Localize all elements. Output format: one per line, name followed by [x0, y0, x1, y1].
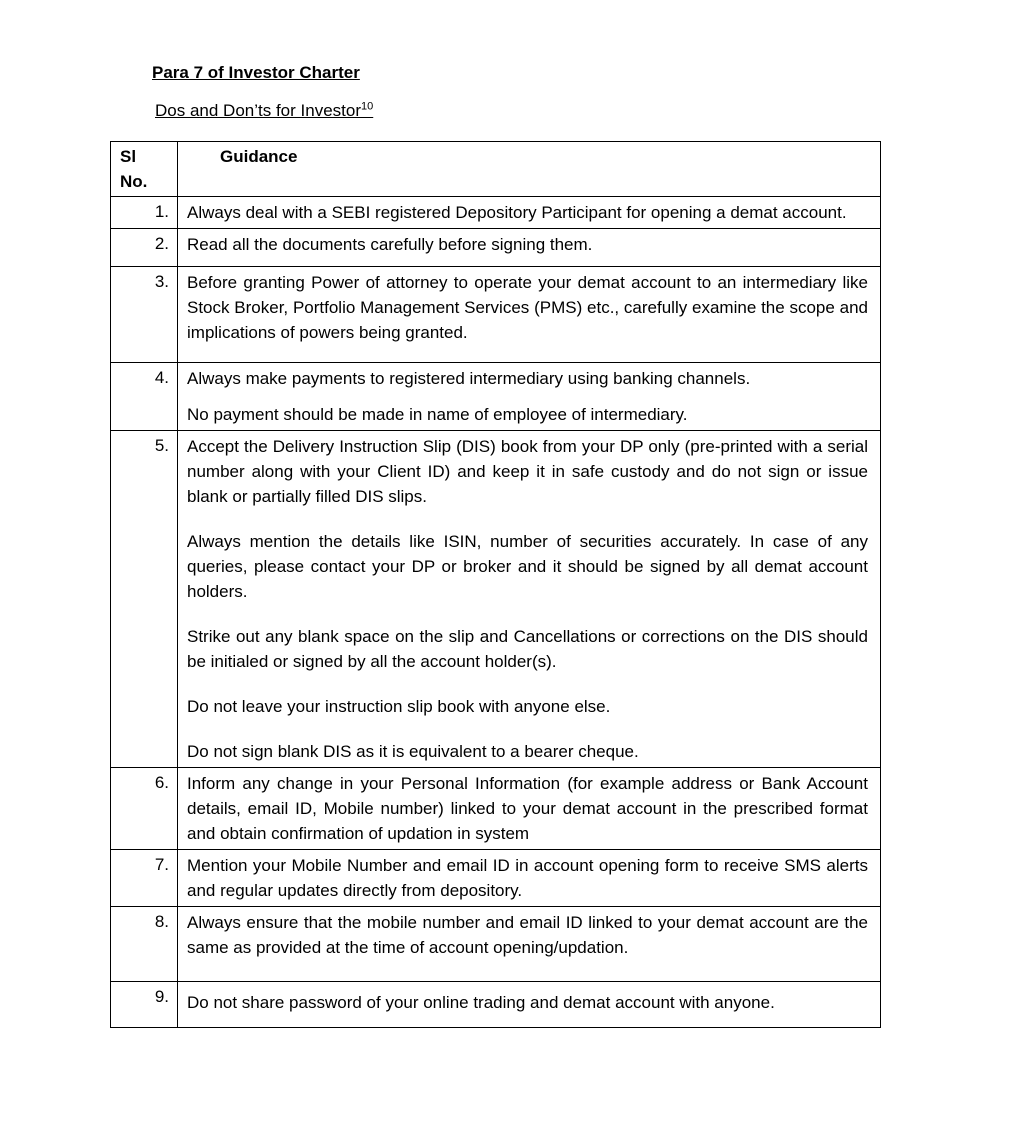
page-subtitle-text: Dos and Don’ts for Investor	[155, 101, 361, 120]
guidance-paragraph: Do not leave your instruction slip book with anyone else.	[187, 697, 611, 716]
guidance-paragraph: Before granting Power of attorney to operate your demat account to an intermediary like Stock Broker, Portfolio Management Services (PMS) etc., carefully examine the scope and implications of powers being granted.	[187, 273, 868, 342]
header-sl-no-label: Sl No.	[120, 147, 148, 191]
guidance-paragraph: Always ensure that the mobile number and email ID linked to your demat account are the same as provided at the time of account opening/updation.	[187, 913, 868, 957]
guidance-paragraph: Read all the documents carefully before signing them.	[187, 235, 593, 254]
guidance-paragraph: Always make payments to registered intermediary using banking channels.	[187, 369, 751, 388]
table-row	[111, 229, 881, 267]
guidance-cell	[178, 267, 881, 363]
guidance-cell	[178, 982, 881, 1028]
guidance-paragraph: Inform any change in your Personal Information (for example address or Bank Account details, email ID, Mobile number) linked to your demat account in the prescribed format and obtain confirmation of updation in system	[187, 774, 868, 843]
guidance-paragraph: Strike out any blank space on the slip and Cancellations or corrections on the DIS should be initialed or signed by all the account holder(s).	[187, 627, 868, 671]
guidance-cell	[178, 907, 881, 982]
guidance-paragraph: Accept the Delivery Instruction Slip (DIS) book from your DP only (pre-printed with a serial number along with your Client ID) and keep it in safe custody and do not sign or issue blank or partially filled DIS slips.	[187, 437, 868, 506]
guidance-paragraph: Mention your Mobile Number and email ID in account opening form to receive SMS alerts and regular updates directly from depository.	[187, 856, 868, 900]
row-number: 5.	[111, 431, 178, 768]
guidance-cell	[178, 363, 881, 431]
row-number: 9.	[111, 982, 178, 1028]
table-header-row	[111, 142, 881, 197]
guidance-paragraph: Always deal with a SEBI registered Depository Participant for opening a demat account.	[187, 203, 847, 222]
table-row	[111, 267, 881, 363]
row-number: 7.	[111, 850, 178, 907]
guidance-cell	[178, 229, 881, 267]
guidance-paragraph: Do not share password of your online trading and demat account with anyone.	[187, 993, 775, 1012]
guidance-paragraph: No payment should be made in name of employee of intermediary.	[187, 405, 688, 424]
row-number: 6.	[111, 768, 178, 850]
header-sl-no	[111, 142, 178, 197]
row-number: 8.	[111, 907, 178, 982]
table-row	[111, 363, 881, 431]
guidance-paragraph: Do not sign blank DIS as it is equivalent to a bearer cheque.	[187, 742, 639, 761]
guidance-cell	[178, 850, 881, 907]
row-number: 4.	[111, 363, 178, 431]
table-row	[111, 431, 881, 768]
guidance-table	[110, 141, 881, 1028]
table-row	[111, 768, 881, 850]
guidance-cell	[178, 768, 881, 850]
page-subtitle	[155, 100, 1024, 122]
guidance-paragraph: Always mention the details like ISIN, number of securities accurately. In case of any queries, please contact your DP or broker and it should be signed by all demat account holders.	[187, 532, 868, 601]
table-row	[111, 850, 881, 907]
table-row	[111, 982, 881, 1028]
footnote-superscript: 10	[360, 100, 374, 113]
guidance-cell	[178, 197, 881, 229]
guidance-cell	[178, 431, 881, 768]
page-title	[152, 62, 1024, 84]
table-row	[111, 197, 881, 229]
row-number: 3.	[111, 267, 178, 363]
row-number: 2.	[111, 229, 178, 267]
row-number: 1.	[111, 197, 178, 229]
header-guidance: Guidance	[178, 142, 881, 197]
page-title-text: Para 7 of Investor Charter	[152, 63, 360, 82]
table-row	[111, 907, 881, 982]
